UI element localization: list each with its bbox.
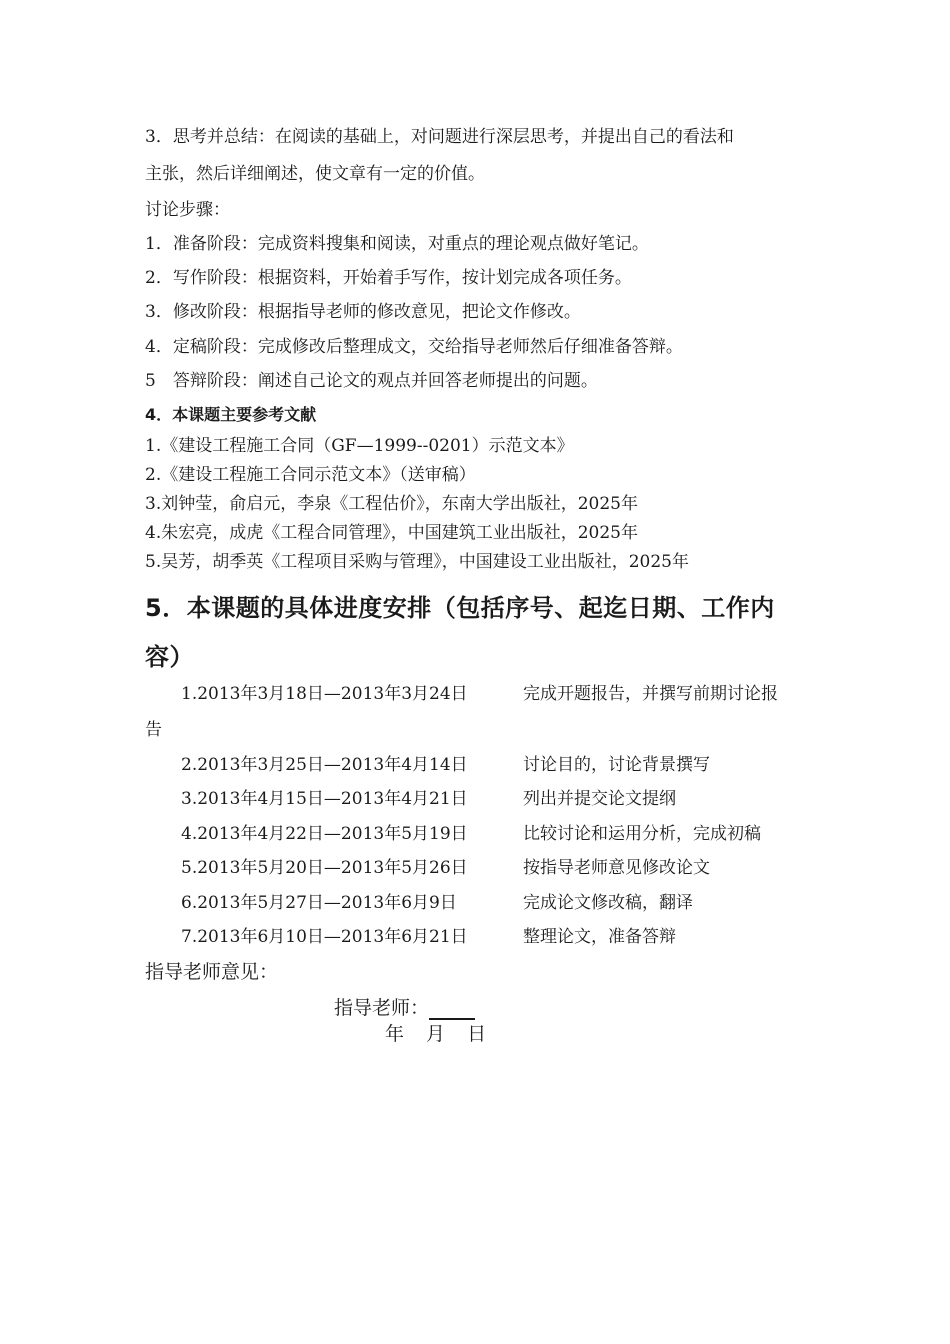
schedule-row xyxy=(181,788,676,810)
method-item-3-line-2: 主张，然后详细阐述，使文章有一定的价值。 xyxy=(145,164,485,184)
schedule-task: 比较讨论和运用分析，完成初稿 xyxy=(523,824,761,844)
step-item: 2．写作阶段：根据资料，开始着手写作，按计划完成各项任务。 xyxy=(145,268,632,288)
schedule-heading-line-1: 5．本课题的具体进度安排（包括序号、起迄日期、工作内 xyxy=(145,594,775,622)
schedule-row xyxy=(181,892,693,914)
schedule-date: 7.2013年6月10日—2013年6月21日 xyxy=(181,927,468,947)
schedule-task: 整理论文，准备答辩 xyxy=(523,927,676,947)
schedule-row xyxy=(181,926,676,948)
schedule-date: 4.2013年4月22日—2013年5月19日 xyxy=(181,824,468,844)
schedule-task: 讨论目的，讨论背景撰写 xyxy=(523,755,710,775)
schedule-row xyxy=(181,857,710,879)
reference-item: 4.朱宏亮，成虎《工程合同管理》，中国建筑工业出版社，2025年 xyxy=(145,523,638,543)
schedule-date: 5.2013年5月20日—2013年5月26日 xyxy=(181,858,468,878)
reference-item: 1.《建设工程施工合同（GF—1999--0201）示范文本》 xyxy=(145,436,574,456)
advisor-signature-line xyxy=(334,996,475,1020)
step-item: 5 答辩阶段：阐述自己论文的观点并回答老师提出的问题。 xyxy=(145,371,598,391)
schedule-task: 完成开题报告，并撰写前期讨论报 xyxy=(523,684,778,704)
schedule-heading-line-2: 容） xyxy=(145,643,194,671)
step-item: 4．定稿阶段：完成修改后整理成文，交给指导老师然后仔细准备答辩。 xyxy=(145,337,683,357)
schedule-task: 列出并提交论文提纲 xyxy=(523,789,676,809)
schedule-date: 6.2013年5月27日—2013年6月9日 xyxy=(181,893,457,913)
reference-item: 2.《建设工程施工合同示范文本》（送审稿） xyxy=(145,465,476,485)
step-item: 3．修改阶段：根据指导老师的修改意见，把论文作修改。 xyxy=(145,302,581,322)
schedule-row xyxy=(181,683,778,705)
schedule-row xyxy=(181,754,710,776)
references-heading: 4．本课题主要参考文献 xyxy=(145,405,317,424)
schedule-task-continuation: 告 xyxy=(145,720,162,740)
schedule-date: 3.2013年4月15日—2013年4月21日 xyxy=(181,789,468,809)
schedule-row xyxy=(181,823,761,845)
signature-date: 年 月 日 xyxy=(385,1023,493,1045)
schedule-date: 2.2013年3月25日—2013年4月14日 xyxy=(181,755,468,775)
schedule-date: 1.2013年3月18日—2013年3月24日 xyxy=(181,684,468,704)
steps-title: 讨论步骤： xyxy=(145,200,230,220)
method-item-3-line-1: 3．思考并总结：在阅读的基础上，对问题进行深层思考，并提出自己的看法和 xyxy=(145,127,734,147)
signature-blank xyxy=(429,1000,475,1020)
schedule-task: 按指导老师意见修改论文 xyxy=(523,858,710,878)
advisor-signature-label: 指导老师： xyxy=(334,997,430,1019)
advisor-opinion-label: 指导老师意见： xyxy=(145,961,279,983)
reference-item: 5.吴芳，胡季英《工程项目采购与管理》，中国建设工业出版社，2025年 xyxy=(145,552,689,572)
reference-item: 3.刘钟莹，俞启元，李泉《工程估价》，东南大学出版社，2025年 xyxy=(145,494,638,514)
schedule-task: 完成论文修改稿，翻译 xyxy=(523,893,693,913)
step-item: 1．准备阶段：完成资料搜集和阅读，对重点的理论观点做好笔记。 xyxy=(145,234,649,254)
